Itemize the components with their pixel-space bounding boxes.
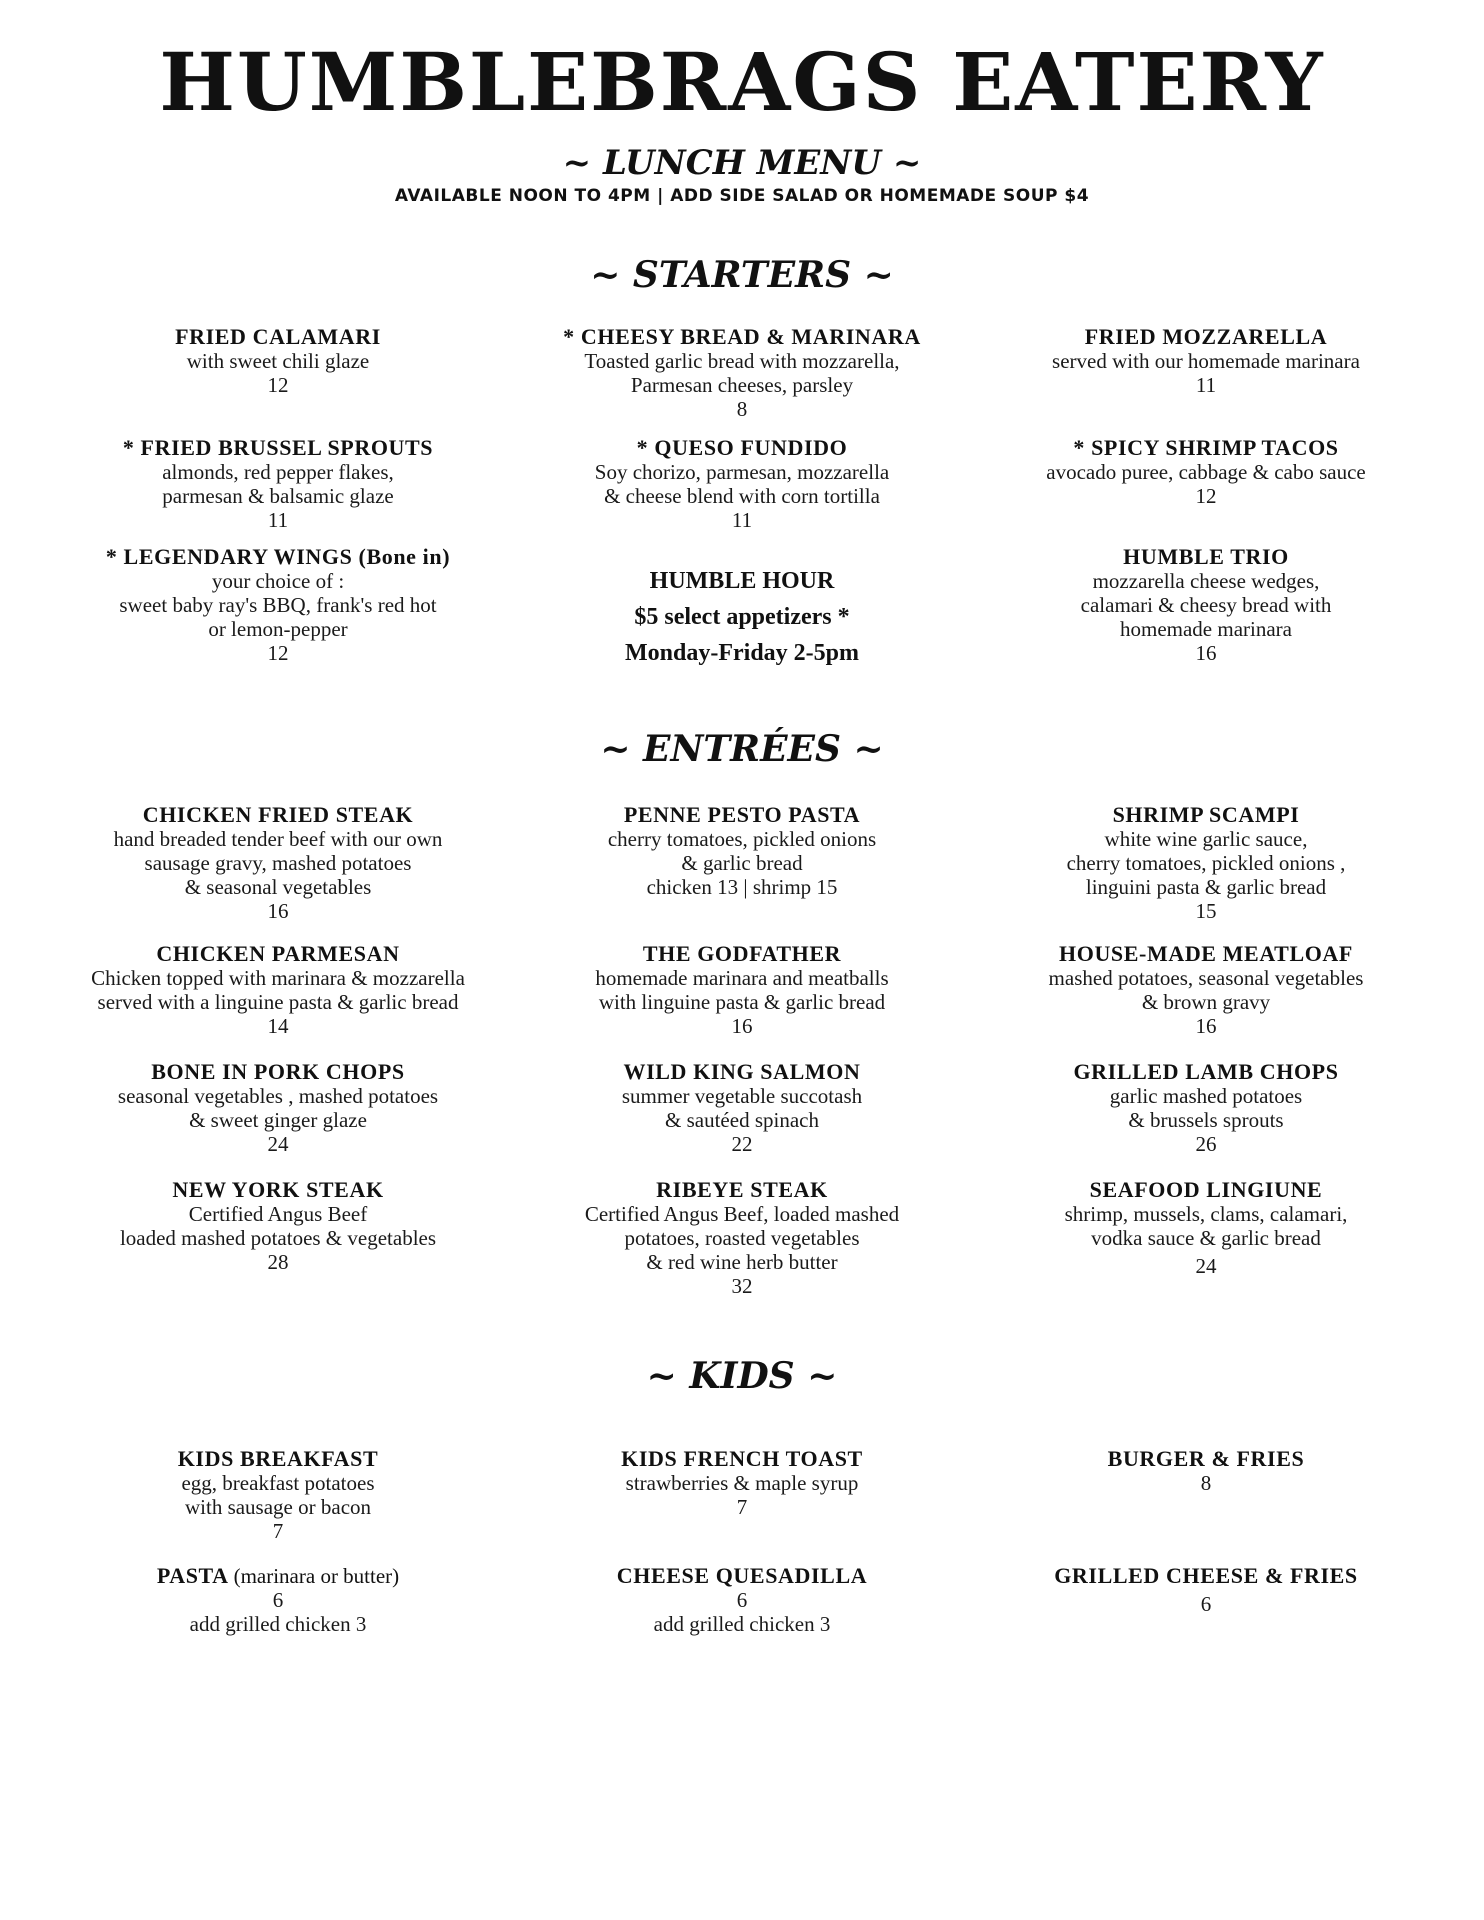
item-price: 11 <box>267 508 289 532</box>
item-price: 16 <box>1195 641 1217 665</box>
starters-heading: ~ STARTERS ~ <box>590 254 894 296</box>
item-price: 6 <box>1200 1592 1212 1616</box>
item-price: 6 <box>272 1588 284 1612</box>
item-note: (marinara or butter) <box>233 1564 400 1588</box>
menu-item-chicken-fried-steak <box>58 803 498 923</box>
menu-item-cheese-quesadilla <box>522 1564 962 1636</box>
menu-item-lamb-chops <box>986 1060 1426 1156</box>
item-price: 7 <box>272 1519 284 1543</box>
item-description: seasonal vegetables , mashed potatoes & sweet ginger glaze <box>117 1084 439 1132</box>
menu-item-seafood-linguine <box>986 1178 1426 1278</box>
item-description: avocado puree, cabbage & cabo sauce <box>1046 460 1366 484</box>
item-name: * SPICY SHRIMP TACOS <box>1073 435 1339 460</box>
item-description: hand breaded tender beef with our own sausage gravy, mashed potatoes & seasonal vegetables <box>113 827 443 899</box>
item-price: 8 <box>1200 1471 1212 1495</box>
item-price: 6 <box>736 1588 748 1612</box>
item-description: Soy chorizo, parmesan, mozzarella & cheese blend with corn tortilla <box>594 460 890 508</box>
item-price: 11 <box>1195 373 1217 397</box>
item-price: 28 <box>267 1250 289 1274</box>
item-name: SEAFOOD LINGIUNE <box>1089 1177 1323 1202</box>
item-name: WILD KING SALMON <box>623 1059 861 1084</box>
item-description: almonds, red pepper flakes, parmesan & balsamic glaze <box>162 460 394 508</box>
humble-hour-promo <box>522 563 962 671</box>
item-name: THE GODFATHER <box>642 941 842 966</box>
item-name: FRIED MOZZARELLA <box>1084 324 1328 349</box>
item-name: PASTA <box>156 1563 228 1588</box>
item-description: white wine garlic sauce, cherry tomatoes, pickled onions , linguini pasta & garlic bread <box>1066 827 1346 899</box>
item-name: KIDS FRENCH TOAST <box>621 1446 863 1471</box>
menu-item-godfather <box>522 942 962 1038</box>
menu-item-fried-calamari <box>58 325 498 397</box>
item-description: mashed potatoes, seasonal vegetables & brown gravy <box>1048 966 1364 1014</box>
menu-item-kids-breakfast <box>58 1447 498 1543</box>
item-description: cherry tomatoes, pickled onions & garlic bread chicken 13 | shrimp 15 <box>607 827 877 899</box>
menu-item-cheesy-bread <box>522 325 962 421</box>
menu-item-brussel-sprouts <box>58 436 498 532</box>
item-price: 16 <box>267 899 289 923</box>
menu-item-queso-fundido <box>522 436 962 532</box>
item-addon: add grilled chicken 3 <box>189 1612 367 1636</box>
item-name-line <box>58 1564 498 1588</box>
item-name: CHICKEN FRIED STEAK <box>142 802 414 827</box>
item-name: KIDS BREAKFAST <box>177 1446 379 1471</box>
item-description: served with our homemade marinara <box>1052 349 1360 373</box>
menu-item-shrimp-scampi <box>986 803 1426 923</box>
menu-item-fried-mozzarella <box>986 325 1426 397</box>
menu-item-pork-chops <box>58 1060 498 1156</box>
menu-item-grilled-cheese <box>986 1564 1426 1616</box>
item-name: HUMBLE TRIO <box>1123 544 1289 569</box>
menu-item-burger-fries <box>986 1447 1426 1495</box>
item-name: * LEGENDARY WINGS (Bone in) <box>105 544 451 569</box>
item-description: garlic mashed potatoes & brussels sprouts <box>1109 1084 1303 1132</box>
item-name: GRILLED LAMB CHOPS <box>1073 1059 1339 1084</box>
kids-heading: ~ KIDS ~ <box>646 1355 838 1397</box>
menu-item-ribeye-steak <box>522 1178 962 1298</box>
item-name: * FRIED BRUSSEL SPROUTS <box>122 435 434 460</box>
item-name: * CHEESY BREAD & MARINARA <box>563 324 921 349</box>
item-price: 16 <box>731 1014 753 1038</box>
item-price: 8 <box>736 397 748 421</box>
menu-item-meatloaf <box>986 942 1426 1038</box>
item-price: 22 <box>731 1132 753 1156</box>
entrees-heading: ~ ENTRÉES ~ <box>600 728 884 770</box>
menu-item-kids-pasta <box>58 1564 498 1636</box>
item-price: 7 <box>736 1495 748 1519</box>
menu-item-new-york-steak <box>58 1178 498 1274</box>
item-price: 24 <box>267 1132 289 1156</box>
restaurant-name: HUMBLEBRAGS EATERY <box>159 35 1325 129</box>
item-description: strawberries & maple syrup <box>625 1471 859 1495</box>
item-description: mozzarella cheese wedges, calamari & cheesy bread with homemade marinara <box>1080 569 1332 641</box>
item-name: BONE IN PORK CHOPS <box>151 1059 405 1084</box>
item-price: 12 <box>1195 484 1217 508</box>
item-name: NEW YORK STEAK <box>172 1177 384 1202</box>
promo-offer: $5 select appetizers * <box>634 604 850 630</box>
menu-item-shrimp-tacos <box>986 436 1426 508</box>
menu-title: ~ LUNCH MENU ~ <box>562 143 922 183</box>
menu-item-legendary-wings <box>58 545 498 665</box>
item-name: GRILLED CHEESE & FRIES <box>1054 1563 1358 1588</box>
promo-title: HUMBLE HOUR <box>649 568 835 594</box>
item-name: FRIED CALAMARI <box>175 324 381 349</box>
item-name: BURGER & FRIES <box>1107 1446 1305 1471</box>
menu-item-chicken-parmesan <box>58 942 498 1038</box>
item-price: 26 <box>1195 1132 1217 1156</box>
item-name: CHEESE QUESADILLA <box>616 1563 868 1588</box>
item-description: egg, breakfast potatoes with sausage or bacon <box>181 1471 375 1519</box>
item-description: Certified Angus Beef loaded mashed potatoes & vegetables <box>119 1202 437 1250</box>
item-description: with sweet chili glaze <box>186 349 370 373</box>
item-name: RIBEYE STEAK <box>656 1177 828 1202</box>
item-description: Chicken topped with marinara & mozzarella served with a linguine pasta & garlic bread <box>91 966 465 1014</box>
menu-item-kids-french-toast <box>522 1447 962 1519</box>
item-name: PENNE PESTO PASTA <box>623 802 861 827</box>
item-price: 12 <box>267 373 289 397</box>
item-description: summer vegetable succotash & sautéed spinach <box>621 1084 863 1132</box>
item-name: CHICKEN PARMESAN <box>156 941 400 966</box>
item-description: Toasted garlic bread with mozzarella, Parmesan cheeses, parsley <box>584 349 900 397</box>
item-price: 12 <box>267 641 289 665</box>
item-price: 16 <box>1195 1014 1217 1038</box>
item-description: your choice of : sweet baby ray's BBQ, frank's red hot or lemon-pepper <box>119 569 437 641</box>
menu-item-wild-king-salmon <box>522 1060 962 1156</box>
item-name: * QUESO FUNDIDO <box>636 435 848 460</box>
item-price: 14 <box>267 1014 289 1038</box>
item-name: SHRIMP SCAMPI <box>1112 802 1300 827</box>
menu-subtitle: AVAILABLE NOON TO 4PM | ADD SIDE SALAD OR HOMEMADE SOUP $4 <box>394 186 1090 206</box>
item-price: 24 <box>1195 1254 1217 1278</box>
item-description: Certified Angus Beef, loaded mashed potatoes, roasted vegetables & red wine herb butter <box>584 1202 900 1274</box>
item-name: HOUSE-MADE MEATLOAF <box>1059 941 1353 966</box>
item-description: homemade marinara and meatballs with linguine pasta & garlic bread <box>595 966 889 1014</box>
item-price: 11 <box>731 508 753 532</box>
item-price: 15 <box>1195 899 1217 923</box>
item-price: 32 <box>731 1274 753 1298</box>
menu-item-penne-pesto <box>522 803 962 899</box>
item-addon: add grilled chicken 3 <box>653 1612 831 1636</box>
menu-item-humble-trio <box>986 545 1426 665</box>
promo-schedule: Monday-Friday 2-5pm <box>625 640 859 666</box>
item-description: shrimp, mussels, clams, calamari, vodka sauce & garlic bread <box>1064 1202 1348 1250</box>
